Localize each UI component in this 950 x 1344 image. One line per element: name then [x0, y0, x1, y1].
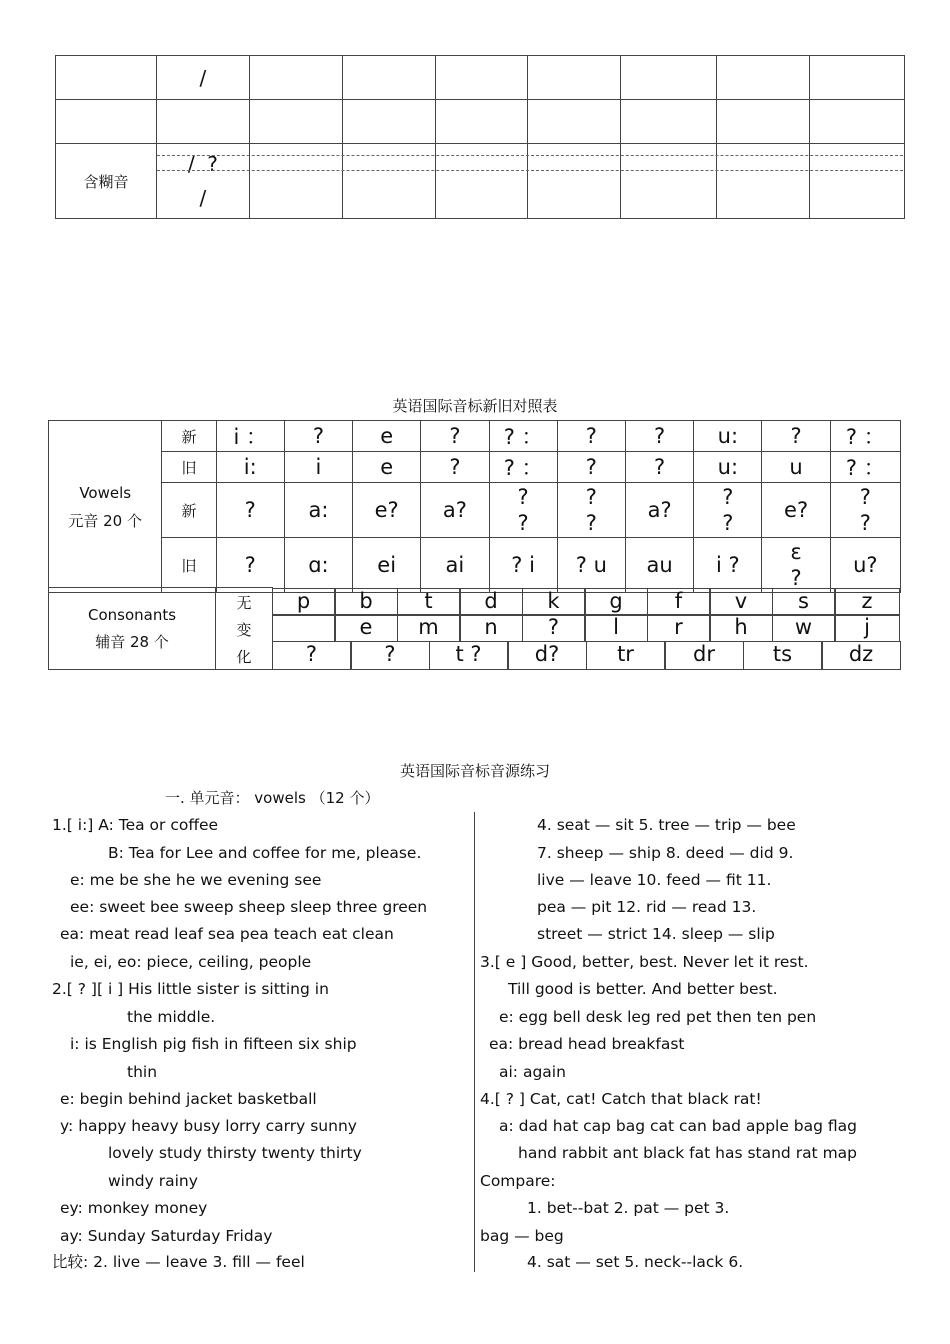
practice-line: 2.[ ? ][ i ] His little sister is sitting in	[52, 980, 329, 998]
practice-line: hand rabbit ant black fat has stand rat map	[518, 1144, 858, 1162]
top-cell	[717, 56, 810, 100]
consonant-cell: n	[459, 614, 523, 642]
vowel-table	[48, 420, 901, 593]
consonant-cell: dr	[664, 641, 744, 670]
vowel-row	[49, 421, 901, 452]
practice-line: ai: again	[499, 1063, 566, 1081]
consonant-cell: b	[334, 588, 398, 616]
practice-line: ie, ei, eo: piece, ceiling, people	[70, 953, 312, 971]
vowels-label	[49, 421, 162, 593]
consonant-cell: ?	[350, 641, 430, 670]
row-label: 旧	[162, 452, 216, 483]
consonant-cell: ts	[743, 641, 823, 670]
vowel-cell: i ?	[694, 538, 762, 593]
vowel-cell: u:	[694, 421, 762, 452]
vowel-cell: ?	[284, 421, 352, 452]
dashed-line	[157, 170, 903, 171]
practice-line: e: egg bell desk leg red pet then ten pen	[499, 1008, 817, 1026]
vowel-cell: ? u	[557, 538, 625, 593]
consonant-cell: ?	[522, 614, 586, 642]
practice-line: the middle.	[127, 1008, 216, 1026]
vowel-cell: a?	[625, 483, 693, 538]
top-cell	[621, 56, 717, 100]
vowels-label-en: Vowels	[79, 483, 132, 502]
practice-line: e: begin behind jacket basketball	[60, 1090, 317, 1108]
vowel-cell: i	[284, 452, 352, 483]
top-cell	[249, 100, 342, 144]
practice-line: 4. sat — set 5. neck--lack 6.	[527, 1253, 744, 1271]
vowel-cell: au	[625, 538, 693, 593]
vowel-cell: ? ：	[830, 421, 900, 452]
vowel-cell: ɛ ?	[762, 538, 830, 593]
consonant-cell: t	[397, 588, 461, 616]
consonant-cell: k	[522, 588, 586, 616]
consonants-label-en: Consonants	[87, 606, 177, 624]
consonant-row-2	[273, 615, 900, 642]
practice-line: ea: meat read leaf sea pea teach eat clean	[60, 925, 394, 943]
top-cell	[56, 56, 157, 100]
vowel-cell: ? ?	[694, 483, 762, 538]
dashed-line	[157, 155, 903, 156]
practice-line: a: dad hat cap bag cat can bad apple bag flag	[499, 1117, 858, 1135]
practice-line: 1.[ i:] A: Tea or coffee	[52, 816, 219, 834]
consonant-cell: r	[647, 614, 711, 642]
practice-title: 英语国际音标音源练习	[399, 762, 550, 780]
practice-line: lovely study thirsty twenty thirty	[108, 1144, 362, 1162]
top-table-row	[56, 56, 905, 100]
vowel-cell: u:	[694, 452, 762, 483]
practice-line: ey: monkey money	[60, 1199, 208, 1217]
vowel-cell: ei	[353, 538, 421, 593]
practice-line: 7. sheep — ship 8. deed — did 9.	[537, 844, 794, 862]
consonant-cell: z	[834, 588, 900, 616]
top-cell	[810, 56, 905, 100]
vowel-cell: ?	[421, 421, 489, 452]
vowel-cell: e?	[353, 483, 421, 538]
consonant-cell	[272, 614, 336, 642]
consonant-cell: d?	[507, 641, 587, 670]
practice-line: 3.[ e ] Good, better, best. Never let it rest.	[480, 953, 809, 971]
consonant-cell: p	[272, 588, 336, 616]
consonant-cell: v	[709, 588, 773, 616]
top-cell: /	[156, 56, 249, 100]
practice-line: i: is English pig fish in fifteen six ship	[70, 1035, 357, 1053]
practice-line: windy rainy	[108, 1172, 198, 1190]
practice-line: Till good is better. And better best.	[508, 980, 778, 998]
consonant-cell: ?	[272, 641, 352, 670]
vowel-cell: ?	[762, 421, 830, 452]
consonant-cell: w	[772, 614, 836, 642]
vowel-cell: u	[762, 452, 830, 483]
vowel-cell: ?	[216, 483, 284, 538]
consonant-cell: h	[709, 614, 773, 642]
vowel-cell: ? ：	[830, 452, 900, 483]
practice-line: ea: bread head breakfast	[489, 1035, 685, 1053]
vowel-cell: ?	[216, 538, 284, 593]
top-cell	[342, 100, 435, 144]
vowel-cell: ? ?	[830, 483, 900, 538]
consonant-row-3	[273, 642, 901, 670]
vowel-cell: e	[353, 421, 421, 452]
top-cell: / ? /	[156, 144, 249, 219]
practice-line: bag — beg	[480, 1227, 564, 1245]
consonant-cell: tr	[586, 641, 666, 670]
vowel-cell: e	[353, 452, 421, 483]
vowel-row	[49, 538, 901, 593]
consonant-cell: e	[334, 614, 398, 642]
consonant-cell: j	[834, 614, 900, 642]
vowel-cell: ?	[557, 452, 625, 483]
practice-line: 4. seat — sit 5. tree — trip — bee	[537, 816, 796, 834]
consonant-row-1	[273, 589, 900, 616]
row-label: 新	[162, 483, 216, 538]
vowel-row	[49, 452, 901, 483]
vowel-cell: i:	[216, 452, 284, 483]
consonant-cell: g	[584, 588, 648, 616]
practice-line: ay: Sunday Saturday Friday	[60, 1227, 273, 1245]
top-cell	[717, 100, 810, 144]
practice-line: y: happy heavy busy lorry carry sunny	[60, 1117, 357, 1135]
consonants-label-cn: 辅音 28 个	[95, 633, 169, 651]
consonant-cell: dz	[821, 641, 901, 670]
side-char: 化	[236, 648, 252, 666]
consonant-cell: t ?	[429, 641, 509, 670]
vowel-cell: ? ：	[489, 421, 557, 452]
top-cell	[156, 100, 249, 144]
practice-line: live — leave 10. feed — fit 11.	[537, 871, 772, 889]
consonants-label	[48, 587, 216, 670]
vowel-cell: a?	[421, 483, 489, 538]
vowel-cell: i ：	[216, 421, 284, 452]
top-cell-label: 含糊音	[56, 144, 157, 219]
top-cell	[56, 100, 157, 144]
side-char: 无	[236, 594, 252, 612]
column-divider	[474, 812, 475, 1272]
top-cell	[528, 56, 621, 100]
vowel-cell: ? ?	[489, 483, 557, 538]
practice-line: thin	[127, 1063, 158, 1081]
row-label: 旧	[162, 538, 216, 593]
consonant-cell: s	[772, 588, 836, 616]
table-title: 英语国际音标新旧对照表	[392, 397, 558, 415]
vowel-cell: a:	[284, 483, 352, 538]
practice-line: e: me be she he we evening see	[70, 871, 322, 889]
consonants-side-label	[215, 587, 273, 670]
top-table-row	[56, 100, 905, 144]
practice-subtitle: 一. 单元音： vowels （12 个）	[165, 789, 380, 807]
practice-line: Compare:	[480, 1172, 556, 1190]
vowel-cell: ?	[557, 421, 625, 452]
vowel-cell: u?	[830, 538, 900, 593]
side-char: 变	[236, 621, 252, 639]
vowel-cell: ?	[421, 452, 489, 483]
vowel-cell: ?	[625, 452, 693, 483]
practice-line: B: Tea for Lee and coffee for me, please.	[108, 844, 422, 862]
consonant-cell: l	[584, 614, 648, 642]
vowels-label-cn: 元音 20 个	[68, 511, 142, 530]
vowel-cell: ?	[625, 421, 693, 452]
vowel-cell: e?	[762, 483, 830, 538]
practice-line: ee: sweet bee sweep sheep sleep three green	[70, 898, 428, 916]
top-cell	[528, 100, 621, 144]
top-cell	[342, 56, 435, 100]
practice-line: 比较: 2. live — leave 3. fill — feel	[52, 1253, 305, 1271]
top-cell	[621, 100, 717, 144]
vowel-cell: ɑ:	[284, 538, 352, 593]
practice-line: street — strict 14. sleep — slip	[537, 925, 775, 943]
consonant-cell: d	[459, 588, 523, 616]
top-cell	[249, 56, 342, 100]
vowel-cell: ? ：	[489, 452, 557, 483]
top-cell	[435, 56, 528, 100]
top-table	[55, 55, 905, 219]
consonant-cell: f	[647, 588, 711, 616]
consonant-cell: m	[397, 614, 461, 642]
practice-line: 4.[ ? ] Cat, cat! Catch that black rat!	[480, 1090, 762, 1108]
vowel-cell: ? i	[489, 538, 557, 593]
practice-line: 1. bet--bat 2. pat — pet 3.	[527, 1199, 730, 1217]
row-label: 新	[162, 421, 216, 452]
vowel-cell: ai	[421, 538, 489, 593]
top-cell	[810, 100, 905, 144]
vowel-cell: ? ?	[557, 483, 625, 538]
top-cell	[435, 100, 528, 144]
vowel-row	[49, 483, 901, 538]
practice-line: pea — pit 12. rid — read 13.	[537, 898, 757, 916]
